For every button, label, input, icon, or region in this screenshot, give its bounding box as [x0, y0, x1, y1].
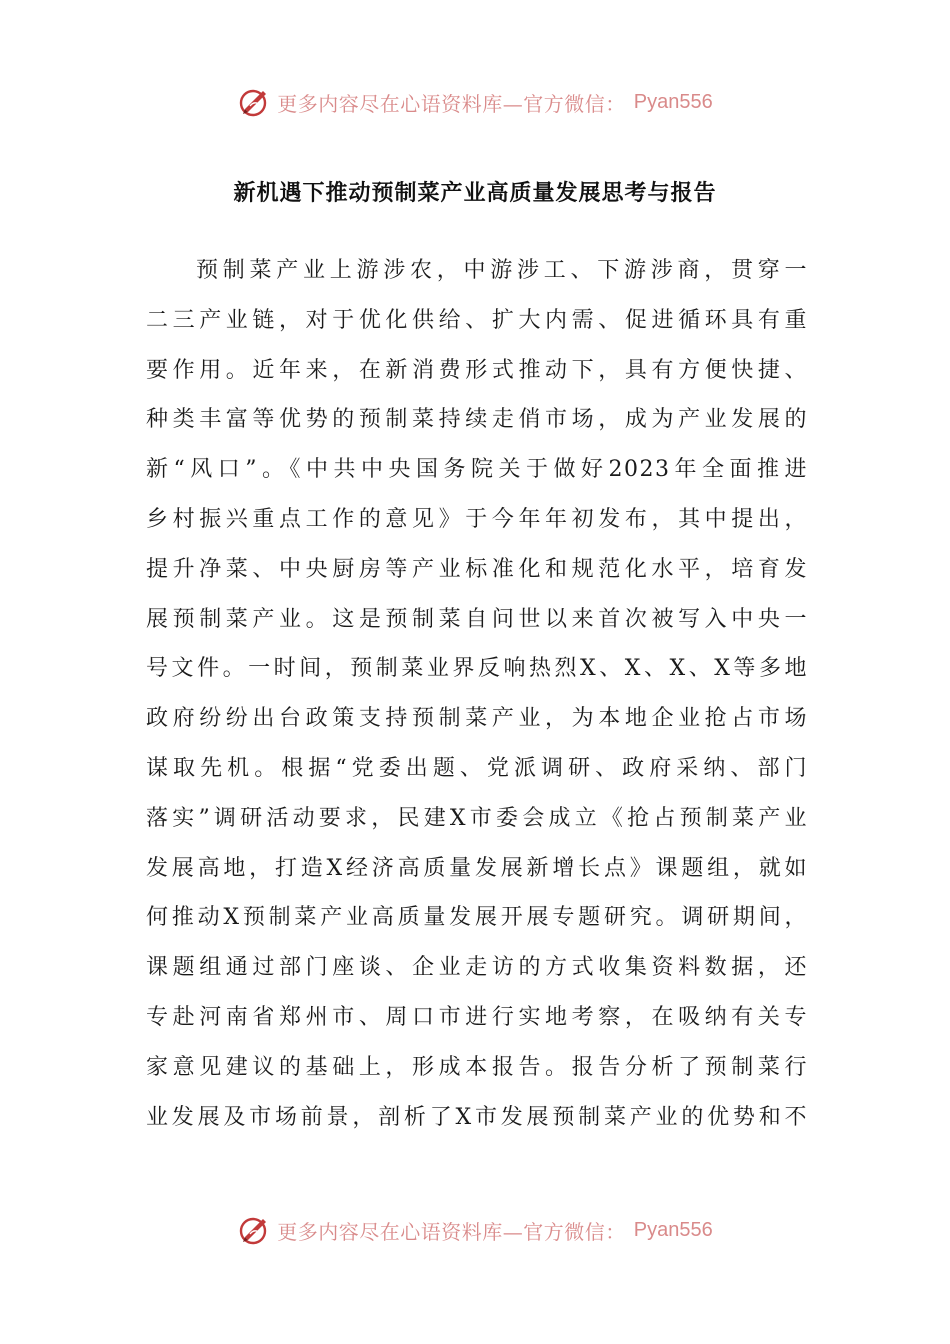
pen-logo-icon — [237, 85, 271, 119]
watermark-text: 更多内容尽在心语资料库—官方微信： — [277, 1219, 626, 1244]
body-paragraph — [146, 246, 808, 1142]
text-line: 政府纷纷出台政策支持预制菜产业，为本地企业抢占市场 — [146, 706, 808, 732]
text-line: 新“风口”。《中共中央国务院关于做好2023年全面推进 — [146, 457, 808, 483]
text-line: 二三产业链，对于优化供给、扩大内需、促进循环具有重 — [146, 307, 808, 333]
text-line: 号文件。一时间，预制菜业界反响热烈X、X、X、X等多地 — [146, 656, 808, 682]
watermark-header — [0, 82, 950, 122]
text-line: 业发展及市场前景，剖析了X市发展预制菜产业的优势和不 — [146, 1104, 808, 1130]
text-line: 专赴河南省郑州市、周口市进行实地考察，在吸纳有关专 — [146, 1004, 808, 1030]
text-line: 课题组通过部门座谈、企业走访的方式收集资料数据，还 — [146, 955, 808, 981]
text-line: 落实”调研活动要求，民建X市委会成立《抢占预制菜产业 — [146, 805, 808, 831]
text-line: 谋取先机。根据“党委出题、党派调研、政府采纳、部门 — [146, 755, 808, 781]
text-line: 提升净菜、中央厨房等产业标准化和规范化水平，培育发 — [146, 556, 808, 582]
text-line: 预制菜产业上游涉农，中游涉工、下游涉商，贯穿一 — [196, 258, 808, 283]
watermark-wechat-id: Pyan556 — [633, 1218, 713, 1241]
text-line: 展预制菜产业。这是预制菜自问世以来首次被写入中央一 — [146, 606, 808, 632]
text-line: 何推动X预制菜产业高质量发展开展专题研究。调研期间， — [146, 905, 808, 931]
watermark-footer — [0, 1210, 950, 1250]
text-line: 要作用。近年来，在新消费形式推动下，具有方便快捷、 — [146, 357, 808, 383]
watermark-text: 更多内容尽在心语资料库—官方微信： — [277, 91, 626, 116]
pen-logo-icon — [237, 1213, 271, 1247]
text-line: 家意见建议的基础上，形成本报告。报告分析了预制菜行 — [146, 1054, 808, 1080]
document-title: 新机遇下推动预制菜产业高质量发展思考与报告 — [233, 181, 717, 206]
text-line: 乡村振兴重点工作的意见》于今年年初发布，其中提出， — [146, 506, 808, 532]
text-line: 发展高地，打造X经济高质量发展新增长点》课题组，就如 — [146, 855, 808, 881]
text-line: 种类丰富等优势的预制菜持续走俏市场，成为产业发展的 — [146, 407, 808, 433]
watermark-wechat-id: Pyan556 — [633, 90, 713, 113]
